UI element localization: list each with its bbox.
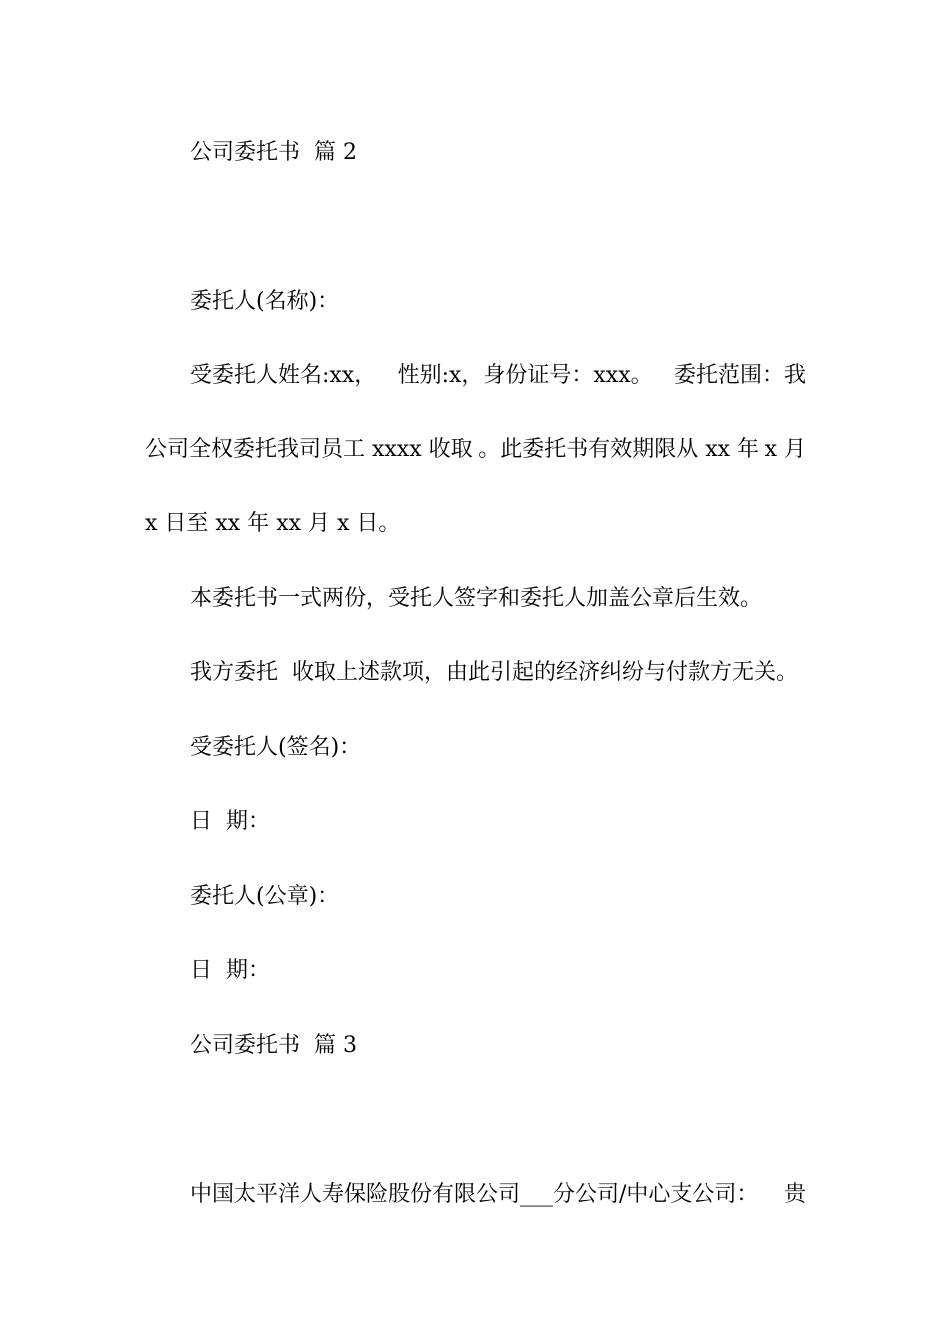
scope-start: 委托范围：我 [673, 363, 806, 388]
scope-text: 公司全权委托我司员工 xxxx 收取 [145, 437, 473, 462]
agent-gender-id: 性别:x，身份证号：xxx。 [397, 363, 653, 388]
disclaimer-clause: 我方委托 收取上述款项，由此引起的经济纠纷与付款方无关。 [190, 660, 798, 685]
validity-month: x 月 [764, 437, 806, 462]
validity-end: x 日至 xx 年 xx 月 x 日。 [145, 511, 401, 536]
company-address-line [190, 1181, 806, 1209]
agent-name: 受委托人姓名:xx， [190, 363, 377, 388]
salutation-start: 贵 [783, 1182, 806, 1207]
date-label-1: 日 期： [190, 809, 270, 834]
principal-name-label: 委托人(名称)： [190, 289, 340, 314]
section-heading-3: 公司委托书 篇 3 [190, 1033, 357, 1058]
agent-info-line [190, 362, 806, 390]
scope-line [145, 436, 806, 464]
validity-text: 。此委托书有效期限从 xx 年 [478, 437, 760, 462]
copies-clause: 本委托书一式两份，受托人签字和委托人加盖公章后生效。 [190, 586, 763, 611]
agent-signature-label: 受委托人(签名)： [190, 735, 362, 760]
company-name: 中国太平洋人寿保险股份有限公司___分公司/中心支公司： [190, 1182, 759, 1207]
principal-seal-label: 委托人(公章)： [190, 884, 340, 909]
date-label-2: 日 期： [190, 958, 270, 983]
section-heading-2: 公司委托书 篇 2 [190, 140, 357, 165]
